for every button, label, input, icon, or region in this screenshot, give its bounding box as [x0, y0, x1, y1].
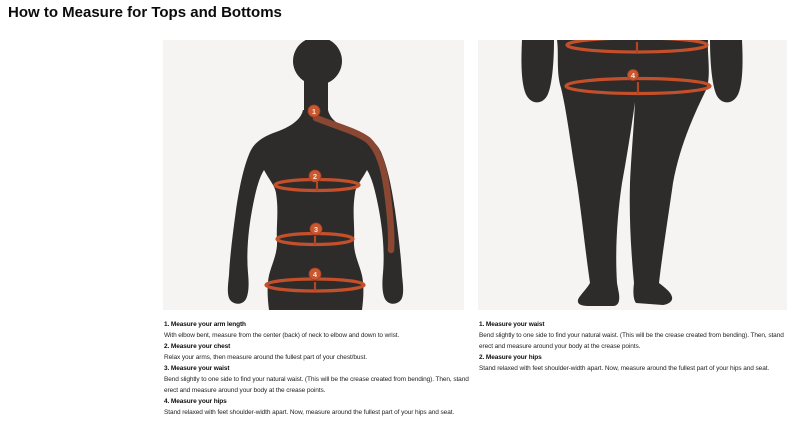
svg-text:3: 3 — [313, 225, 319, 234]
instruction-hips — [164, 396, 480, 418]
marker-arm-length — [308, 105, 320, 117]
marker-waist — [310, 223, 322, 235]
instruction-hips — [479, 352, 795, 374]
instructions-bottoms — [479, 319, 795, 374]
figure-panel-tops — [163, 40, 464, 310]
svg-text:2: 2 — [312, 172, 318, 181]
instructions-tops — [164, 319, 480, 418]
instruction-body: Relax your arms, then measure around the fullest part of your chest/bust. — [164, 354, 367, 361]
instruction-waist — [164, 363, 480, 396]
instruction-heading: 4. Measure your hips — [164, 398, 227, 405]
instruction-body: Bend slightly to one side to find your natural waist. (This will be the crease created from bending). Then, stand erect and measure around your body at the crease points. — [164, 376, 469, 394]
marker-hips — [628, 70, 639, 81]
bottoms-figure — [478, 40, 787, 310]
instruction-arm-length — [164, 319, 480, 341]
figures-row — [163, 40, 787, 310]
marker-chest — [309, 170, 321, 182]
instruction-heading: 2. Measure your hips — [479, 354, 542, 361]
instruction-body: Bend slightly to one side to find your natural waist. (This will be the crease created from bending). Then, stand erect and measure around your body at the crease points. — [479, 332, 784, 350]
marker-hips — [309, 268, 321, 280]
tops-figure — [163, 40, 464, 310]
right-hand-shape — [710, 40, 743, 102]
svg-text:4: 4 — [312, 270, 318, 279]
figure-panel-bottoms — [478, 40, 787, 310]
page-title: How to Measure for Tops and Bottoms — [8, 4, 282, 21]
instruction-body: Stand relaxed with feet shoulder-width apart. Now, measure around the fullest part of your hips and seat. — [164, 409, 455, 416]
instruction-chest — [164, 341, 480, 363]
svg-text:4: 4 — [630, 71, 636, 80]
instruction-waist — [479, 319, 795, 352]
instruction-heading: 1. Measure your waist — [479, 321, 545, 328]
svg-text:1: 1 — [311, 107, 317, 116]
instruction-heading: 3. Measure your waist — [164, 365, 230, 372]
instruction-body: With elbow bent, measure from the center (back) of neck to elbow and down to wrist. — [164, 332, 400, 339]
left-hand-shape — [521, 40, 554, 102]
instruction-body: Stand relaxed with feet shoulder-width apart. Now, measure around the fullest part of your hips and seat. — [479, 365, 770, 372]
instruction-heading: 2. Measure your chest — [164, 343, 231, 350]
instruction-heading: 1. Measure your arm length — [164, 321, 246, 328]
